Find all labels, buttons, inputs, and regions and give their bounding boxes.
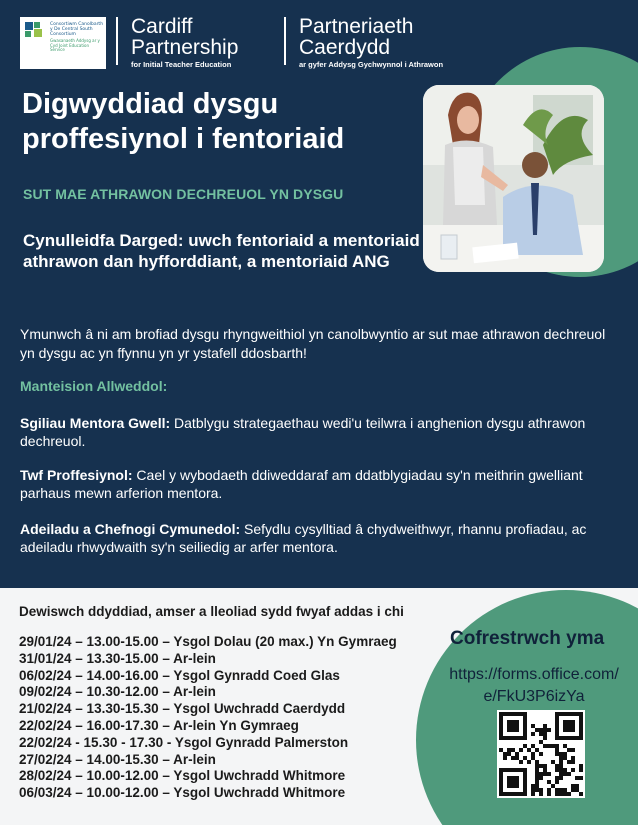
session-item: 27/02/24 – 14.00-15.30 – Ar-lein <box>19 751 216 767</box>
page-subtitle: SUT MAE ATHRAWON DECHREUOL YN DYSGU <box>23 186 344 202</box>
session-item: 09/02/24 – 10.30-12.00 – Ar-lein <box>19 684 216 700</box>
intro-text: Ymunwch â ni am brofiad dysgu rhyngweithiol yn canolbwyntio ar sut mae athrawon dechreuol yn dysgu ac yn ffynnu yn yr ystafell ddosbarth! <box>20 326 606 361</box>
consortium-logo <box>20 17 106 69</box>
sessions-panel <box>0 588 638 825</box>
benefit-label: Adeiladu a Chefnogi Cymunedol: <box>20 521 245 537</box>
sessions-heading: Dewiswch ddyddiad, amser a lleoliad sydd fwyaf addas i chi <box>19 604 404 619</box>
session-item: 28/02/24 – 10.00-12.00 – Ysgol Uwchradd Whitmore <box>19 768 346 784</box>
benefits-heading: Manteision Allweddol: <box>20 378 168 394</box>
target-audience: Cynulleidfa Darged: uwch fentoriaid a mentoriaid athrawon dan hyfforddiant, a mentoriaid ANG <box>23 231 420 271</box>
logo-mark-icon <box>25 22 47 38</box>
header-divider <box>116 17 118 65</box>
brand-cy-subtitle: ar gyfer Addysg Gychwynnol i Athrawon <box>299 60 444 69</box>
mentoring-photo <box>423 85 604 272</box>
logo-subtext: Gwasanaeth Addysg ar y Cyd Joint Education Service <box>50 38 100 52</box>
register-url-line2[interactable]: e/FkU3P6izYa <box>483 688 585 705</box>
session-item: 22/02/24 - 15.30 - 17.30 - Ysgol Gynradd Palmerston <box>19 734 349 750</box>
benefit-text: Cael y wybodaeth ddiweddaraf am ddatblygiadau sy'n meithrin gwelliant parhaus mewn arferion mentora. <box>20 467 583 501</box>
session-item: 31/01/24 – 13.30-15.00 – Ar-lein <box>19 650 216 666</box>
header-divider <box>284 17 286 65</box>
session-item: 29/01/24 – 13.00-15.00 – Ysgol Dolau (20 max.) Yn Gymraeg <box>19 634 397 649</box>
benefit-item <box>20 520 620 556</box>
session-item: 22/02/24 – 16.00-17.30 – Ar-lein Yn Gymraeg <box>19 717 299 733</box>
brand-en-subtitle: for Initial Teacher Education <box>131 60 232 69</box>
brand-en-line1: Cardiff <box>131 15 193 38</box>
benefit-item <box>20 414 620 450</box>
brand-en-line2: Partnership <box>131 36 239 59</box>
brand-cy-line1: Partneriaeth <box>299 15 414 38</box>
benefit-text: Datblygu strategaethau wedi'u teilwra i anghenion dysgu athrawon dechreuol. <box>20 415 586 449</box>
sessions-list <box>19 634 397 802</box>
session-item: 06/02/24 – 14.00-16.00 – Ysgol Gynradd Coed Glas <box>19 667 340 683</box>
session-item: 06/03/24 – 10.00-12.00 – Ysgol Uwchradd Whitmore <box>19 785 346 801</box>
session-item: 21/02/24 – 13.30-15.30 – Ysgol Uwchradd Caerdydd <box>19 701 346 717</box>
register-link[interactable] <box>436 664 632 708</box>
qr-code[interactable] <box>497 710 585 798</box>
register-title: Cofrestrwch yma <box>450 628 605 649</box>
benefit-text: Sefydlu cysylltiad â chydweithwyr, rhannu profiadau, ac adeiladu rhwydwaith sy'n seiliedig ar arfer mentora. <box>20 521 587 555</box>
brand-cy-line2: Caerdydd <box>299 36 391 59</box>
benefit-label: Sgiliau Mentora Gwell: <box>20 415 175 431</box>
register-url-line1[interactable]: https://forms.office.com/ <box>449 666 619 683</box>
benefit-item <box>20 466 620 502</box>
page-title: Digwyddiad dysgu proffesiynol i fentoriaid <box>22 88 345 155</box>
logo-text: Consortiwm Canolbarth y De Central South Consortium <box>50 22 104 37</box>
benefit-label: Twf Proffesiynol: <box>20 467 137 483</box>
